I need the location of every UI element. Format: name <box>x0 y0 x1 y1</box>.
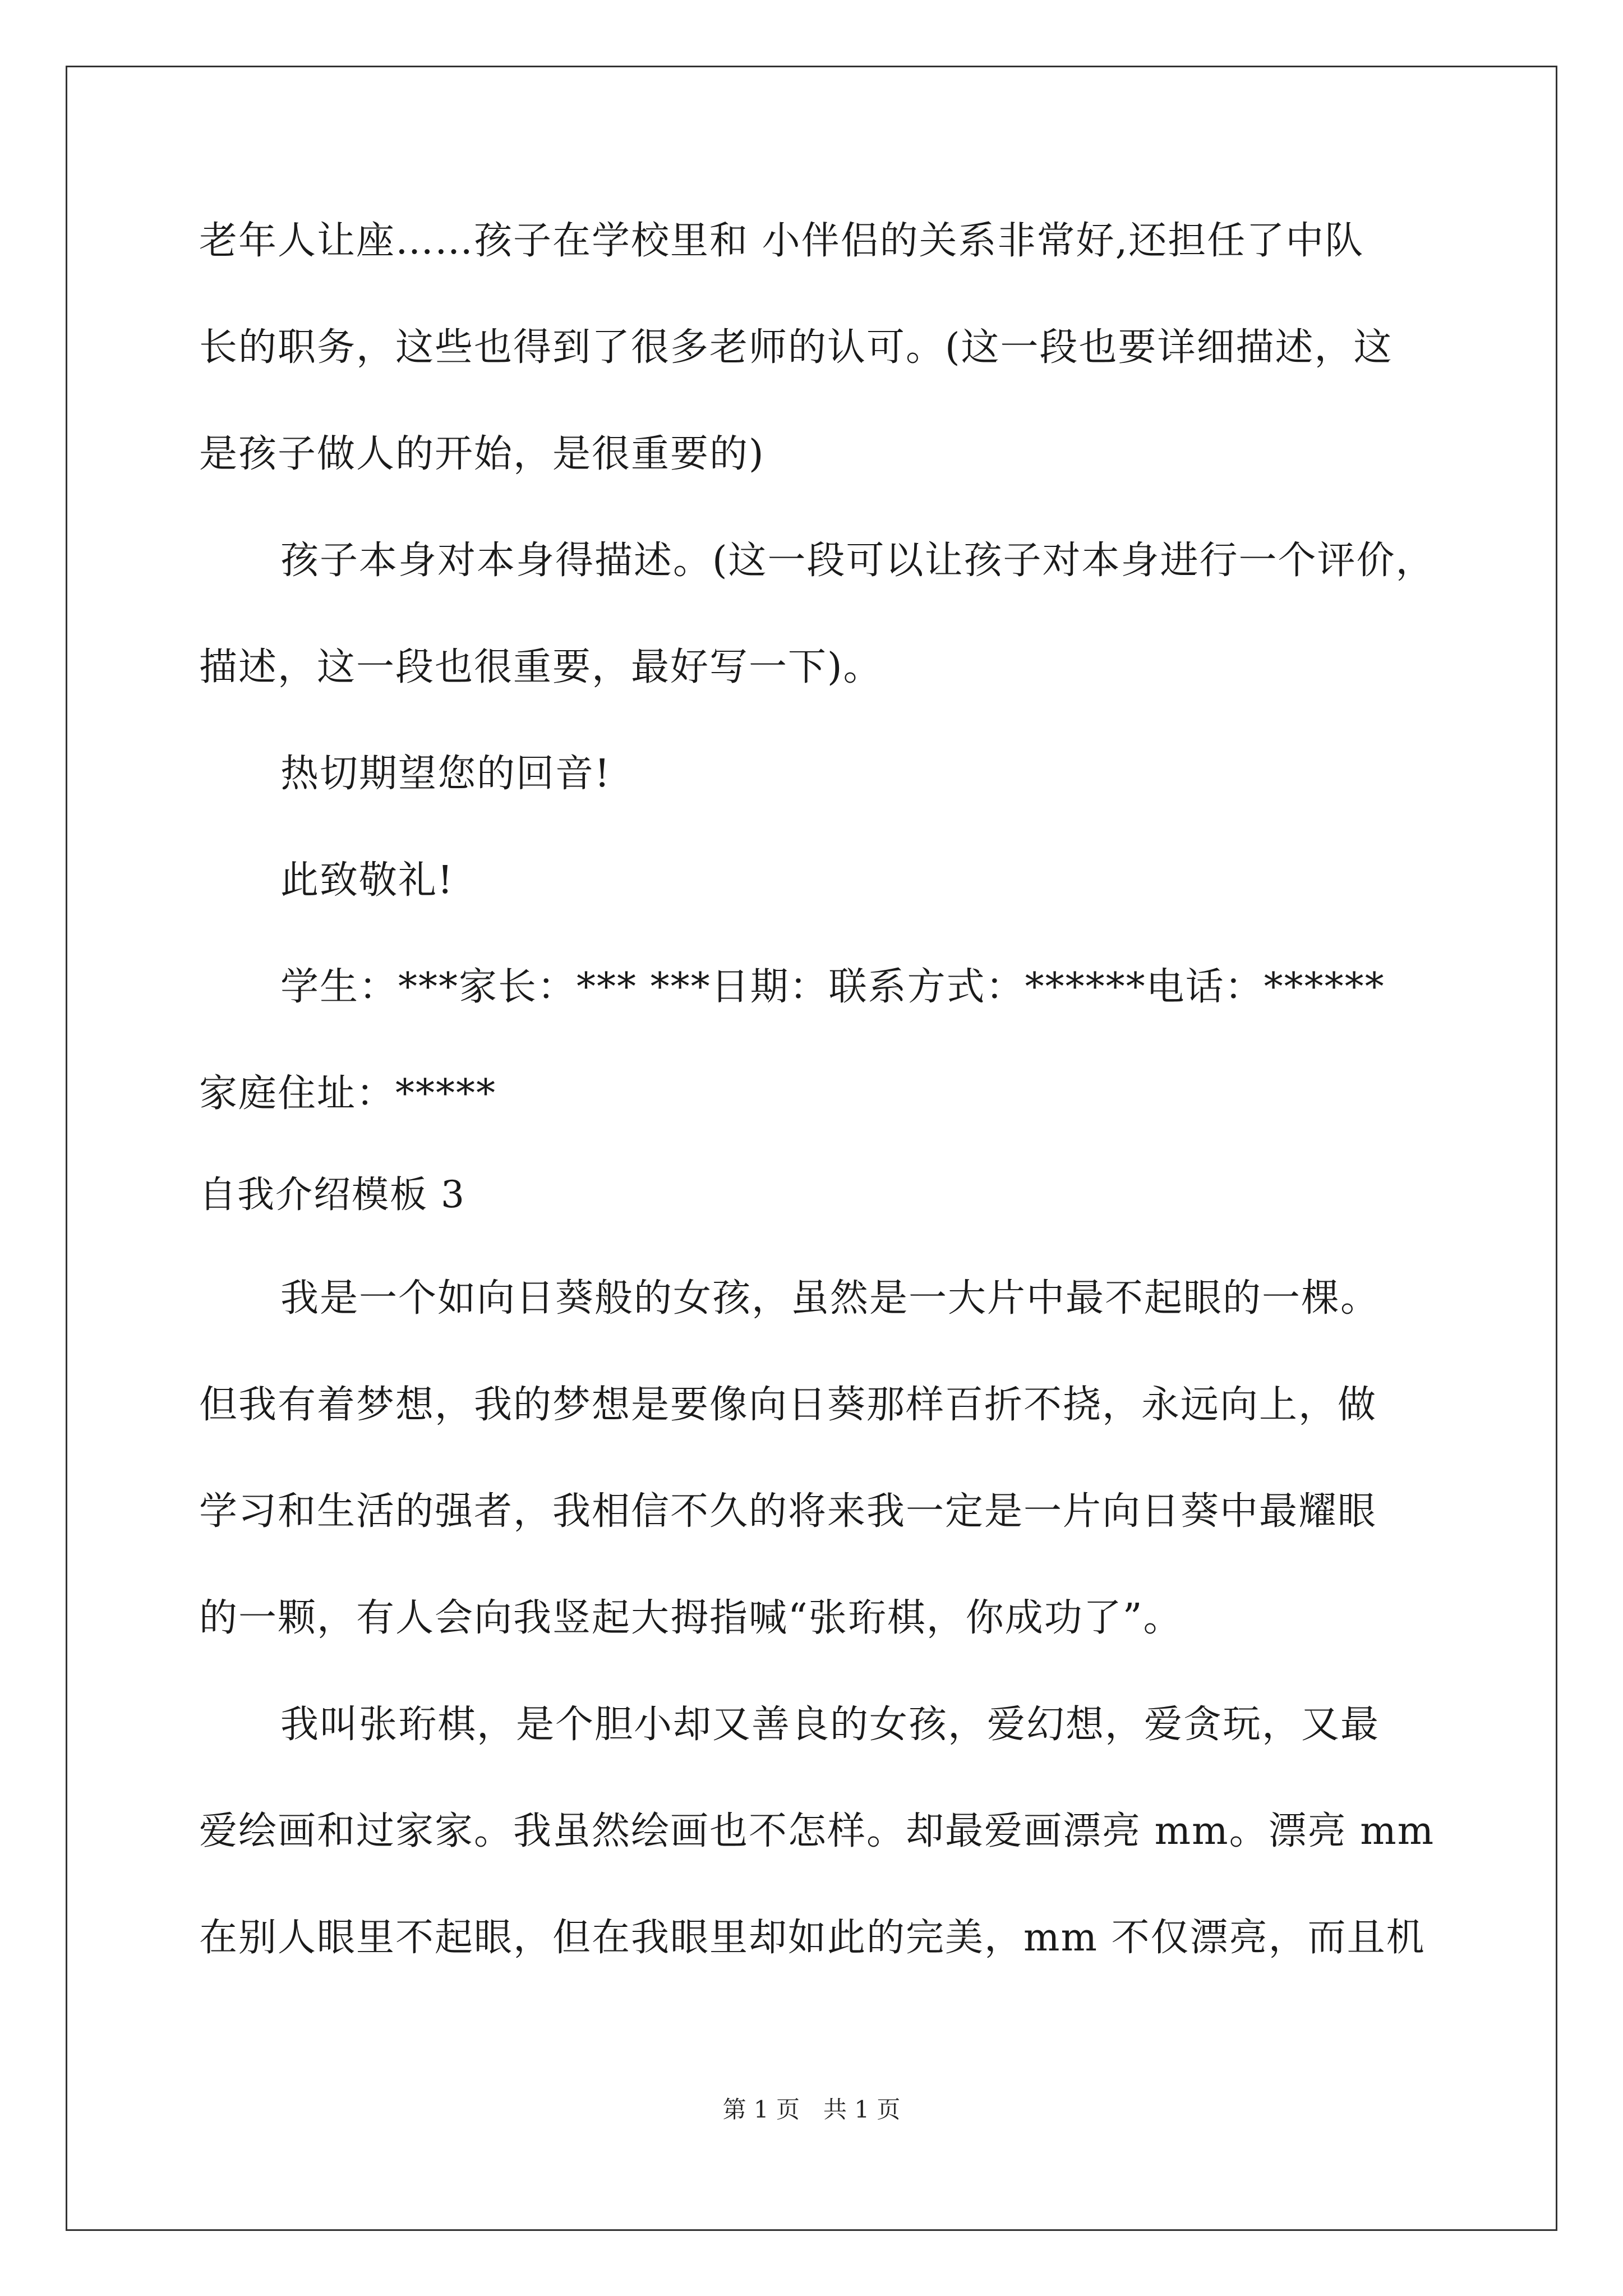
text-line: 长的职务，这些也得到了很多老师的认可。(这一段也要详细描述，这 <box>199 325 1393 370</box>
text-line: 爱绘画和过家家。我虽然绘画也不怎样。却最爱画漂亮 mm。漂亮 mm <box>199 1809 1435 1853</box>
paragraph-line: 我叫张珩棋，是个胆小却又善良的女孩，爱幻想，爱贪玩，又最 <box>280 1703 1380 1747</box>
text-line: 但我有着梦想，我的梦想是要像向日葵那样百折不挠，永远向上，做 <box>199 1383 1377 1427</box>
text-line: 在别人眼里不起眼，但在我眼里却如此的完美，mm 不仅漂亮，而且机 <box>199 1916 1426 1960</box>
address-line: 家庭住址：***** <box>199 1071 497 1116</box>
page-border <box>66 66 1557 2231</box>
section-heading: 自我介绍模板 3 <box>199 1173 465 1216</box>
text-line: 的一颗，有人会向我竖起大拇指喊“张珩棋，你成功了”。 <box>199 1596 1183 1640</box>
page-footer: 第 1 页 共 1 页 <box>722 2096 901 2123</box>
text-line: 老年人让座……孩子在学校里和 小伴侣的关系非常好,还担任了中队 <box>199 219 1364 263</box>
text-line: 学习和生活的强者，我相信不久的将来我一定是一片向日葵中最耀眼 <box>199 1489 1377 1534</box>
text-line: 是孩子做人的开始，是很重要的) <box>199 432 765 476</box>
text-line: 描述，这一段也很重要，最好写一下)。 <box>199 645 883 689</box>
paragraph-line: 热切期望您的回音! <box>280 752 611 796</box>
paragraph-line: 此致敬礼! <box>280 858 454 903</box>
paragraph-line: 孩子本身对本身得描述。(这一段可以让孩子对本身进行一个评价， <box>280 539 1435 583</box>
paragraph-line: 我是一个如向日葵般的女孩，虽然是一大片中最不起眼的一棵。 <box>280 1276 1380 1320</box>
signature-line: 学生：***家长：*** ***日期：联系方式：******电话：****** <box>280 965 1385 1009</box>
